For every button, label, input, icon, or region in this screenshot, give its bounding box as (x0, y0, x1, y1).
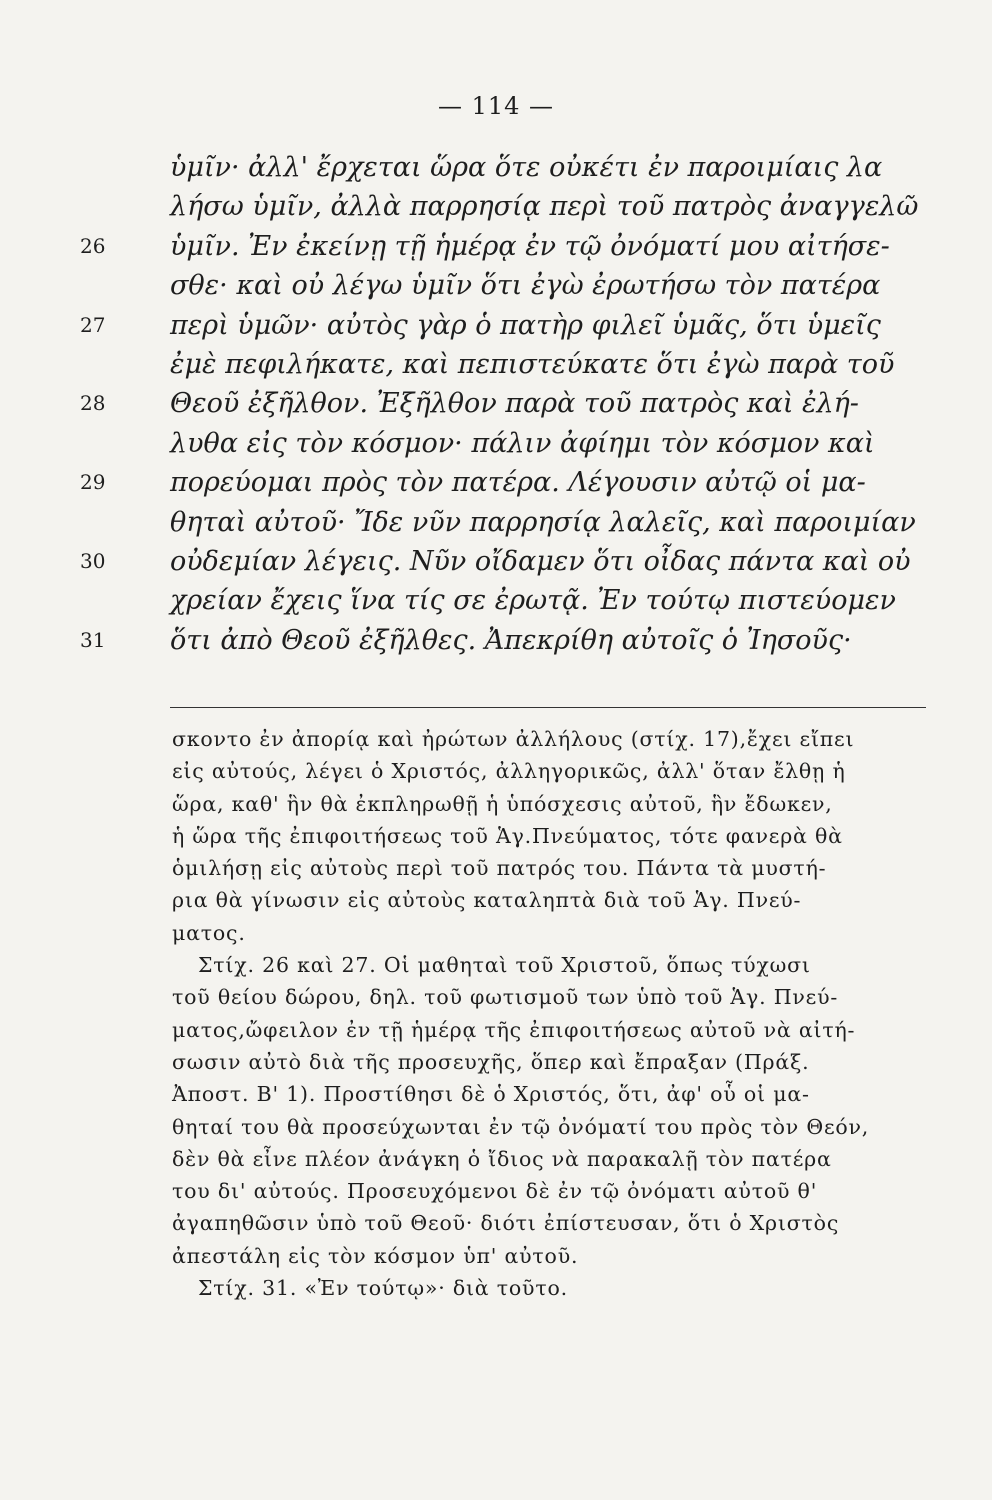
commentary-line: ἀγαπηθῶσιν ὑπὸ τοῦ Θεοῦ· διότι ἐπίστευσαν, ὅτι ὁ Χριστὸς (172, 1211, 840, 1236)
commentary-line: ματος. (172, 920, 246, 945)
line-text: σθε· καὶ οὐ λέγω ὑμῖν ὅτι ἐγὼ ἐρωτήσω τὸν πατέρα (170, 270, 881, 302)
commentary-line: σκοντο ἐν ἀπορίᾳ καὶ ἠρώτων ἀλλήλους (στίχ. 17),ἔχει εἴπει (172, 727, 855, 751)
text-line (80, 187, 919, 226)
line-text: πορεύομαι πρὸς τὸν πατέρα. Λέγουσιν αὐτῷ οἱ μα- (170, 467, 866, 499)
commentary-line: ματος,ὤφειλον ἐν τῇ ἡμέρᾳ τῆς ἐπιφοιτήσεως αὐτοῦ νὰ αἰτή- (172, 1017, 856, 1042)
line-text: ὑμῖν· ἀλλ' ἔρχεται ὥρα ὅτε οὐκέτι ἐν παροιμίαις λα (170, 152, 883, 183)
text-line (80, 542, 910, 581)
verse-number: 31 (80, 627, 106, 652)
scripture-text (80, 148, 919, 660)
line-text: χρείαν ἔχεις ἵνα τίς σε ἐρωτᾷ. Ἐν τούτῳ πιστεύομεν (170, 585, 896, 617)
line-text: ὑμῖν. Ἐν ἐκείνῃ τῇ ἡμέρᾳ ἐν τῷ ὀνόματί μου αἰτήσε- (170, 230, 890, 262)
text-line (80, 306, 910, 345)
line-text: περὶ ὑμῶν· αὐτὸς γὰρ ὁ πατὴρ φιλεῖ ὑμᾶς, ὅτι ὑμεῖς (170, 309, 881, 341)
text-line (80, 384, 910, 423)
commentary-line: ὁμιλήσῃ εἰς αὐτοὺς περὶ τοῦ πατρός του. Πάντα τὰ μυστή- (172, 856, 827, 881)
commentary-text (172, 723, 928, 1304)
verse-number: 29 (80, 470, 106, 495)
commentary-line: Στίχ. 26 καὶ 27. Οἱ μαθηταὶ τοῦ Χριστοῦ, ὅπως τύχωσι (198, 953, 811, 978)
line-text: λυθα εἰς τὸν κόσμον· πάλιν ἀφίημι τὸν κόσμον καὶ (170, 427, 875, 459)
text-line (80, 463, 910, 502)
verse-number: 26 (80, 233, 106, 258)
commentary-line: ὥρα, καθ' ἣν θὰ ἐκπληρωθῇ ἡ ὑπόσχεσις αὐτοῦ, ἣν ἔδωκεν, (172, 791, 833, 816)
text-line (80, 581, 910, 620)
verse-number: 28 (80, 391, 106, 416)
commentary-line: εἰς αὐτούς, λέγει ὁ Χριστός, ἀλληγορικῶς, ἀλλ' ὅταν ἔλθῃ ἡ (172, 759, 846, 784)
line-text: λήσω ὑμῖν, ἀλλὰ παρρησίᾳ περὶ τοῦ πατρὸς ἀναγγελῶ (170, 191, 919, 223)
footnote-separator (170, 707, 926, 708)
commentary-line: ἡ ὥρα τῆς ἐπιφοιτήσεως τοῦ Ἁγ.Πνεύματος, τότε φανερὰ θὰ (172, 823, 843, 848)
text-line (80, 424, 910, 463)
commentary-line: ρια θὰ γίνωσιν εἰς αὐτοὺς καταληπτὰ διὰ τοῦ Ἁγ. Πνεύ- (172, 888, 802, 913)
verse-number: 27 (80, 312, 106, 337)
commentary-line: θηταί του θὰ προσεύχωνται ἐν τῷ ὀνόματί του πρὸς τὸν Θεόν, (172, 1114, 870, 1139)
page-number: — 114 — (437, 92, 555, 120)
commentary-line: Στίχ. 31. «Ἐν τούτῳ»· διὰ τοῦτο. (198, 1276, 568, 1301)
verse-number: 30 (80, 548, 106, 573)
text-line (80, 148, 910, 187)
text-line (80, 503, 916, 542)
commentary-line: δὲν θὰ εἶνε πλέον ἀνάγκη ὁ ἴδιος νὰ παρακαλῇ τὸν πατέρα (172, 1146, 832, 1171)
commentary-line: σωσιν αὐτὸ διὰ τῆς προσευχῆς, ὅπερ καὶ ἔπραξαν (Πράξ. (172, 1049, 810, 1074)
line-text: οὐδεμίαν λέγεις. Νῦν οἴδαμεν ὅτι οἶδας πάντα καὶ οὐ (170, 545, 911, 577)
commentary-line: τοῦ θείου δώρου, δηλ. τοῦ φωτισμοῦ των ὑπὸ τοῦ Ἁγ. Πνεύ- (172, 985, 839, 1010)
commentary-line: Ἀποστ. Β' 1). Προστίθησι δὲ ὁ Χριστός, ὅτι, ἀφ' οὗ οἱ μα- (172, 1082, 810, 1107)
line-text: ὅτι ἀπὸ Θεοῦ ἐξῆλθες. Ἀπεκρίθη αὐτοῖς ὁ Ἰησοῦς· (170, 624, 852, 656)
text-line (80, 227, 910, 266)
line-text: Θεοῦ ἐξῆλθον. Ἐξῆλθον παρὰ τοῦ πατρὸς καὶ ἐλή- (170, 388, 859, 420)
text-line (80, 345, 910, 384)
text-line (80, 621, 910, 660)
line-text: θηταὶ αὐτοῦ· Ἴδε νῦν παρρησίᾳ λαλεῖς, καὶ παροιμίαν (170, 506, 916, 538)
text-line (80, 266, 910, 305)
commentary-line: του δι' αὐτούς. Προσευχόμενοι δὲ ἐν τῷ ὀνόματι αὐτοῦ θ' (172, 1179, 818, 1204)
line-text: ἐμὲ πεφιλήκατε, καὶ πεπιστεύκατε ὅτι ἐγὼ παρὰ τοῦ (170, 348, 895, 380)
commentary-line: ἀπεστάλη εἰς τὸν κόσμον ὑπ' αὐτοῦ. (172, 1243, 579, 1268)
